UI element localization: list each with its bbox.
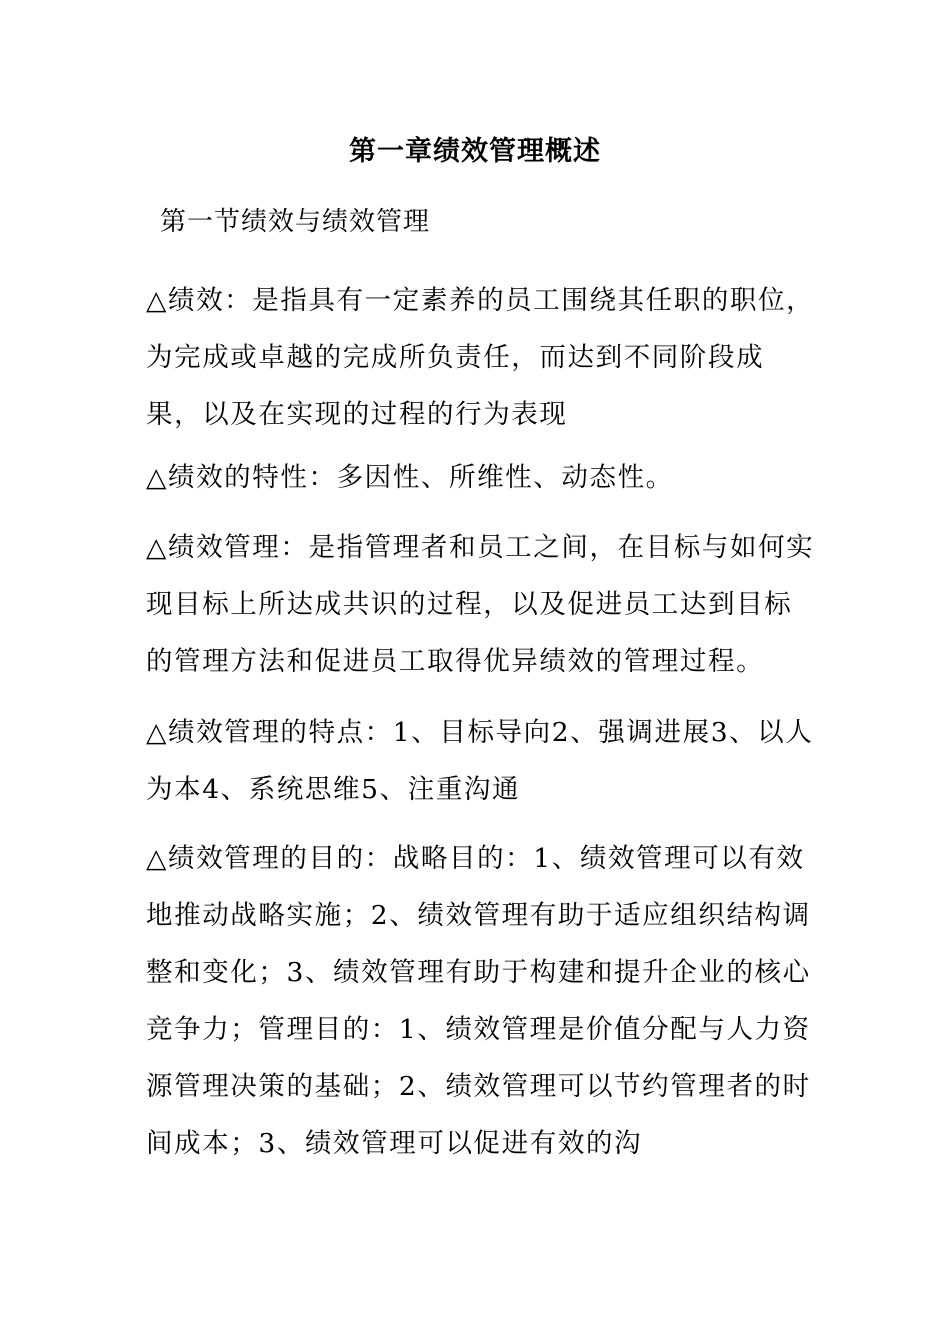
- paragraph-performance-management-purposes: △绩效管理的目的：战略目的：1、绩效管理可以有效地推动战略实施；2、绩效管理有助于适应组织结构调整和变化；3、绩效管理有助于构建和提升企业的核心竞争力；管理目的：1、绩效管理是价值分配与人力资源管理决策的基础；2、绩效管理可以节约管理者的时间成本；3、绩效管理可以促进有效的沟: [146, 843, 811, 1159]
- paragraph-performance-management-features: △绩效管理的特点：1、目标导向2、强调进展3、以人为本4、系统思维5、注重沟通: [146, 717, 814, 805]
- paragraph-performance-characteristics: △绩效的特性：多因性、所维性、动态性。: [146, 462, 674, 493]
- chapter-title: 第一章绩效管理概述: [349, 136, 601, 167]
- paragraph-performance-management-definition: △绩效管理：是指管理者和员工之间，在目标与如何实现目标上所达成共识的过程，以及促进员工达到目标的管理方法和促进员工取得优异绩效的管理过程。: [146, 532, 815, 677]
- section-heading: 第一节绩效与绩效管理: [160, 207, 431, 237]
- paragraph-performance-definition: △绩效：是指具有一定素养的员工围绕其任职的职位，为完成或卓越的完成所负责任，而达到不同阶段成果，以及在实现的过程的行为表现: [146, 285, 815, 430]
